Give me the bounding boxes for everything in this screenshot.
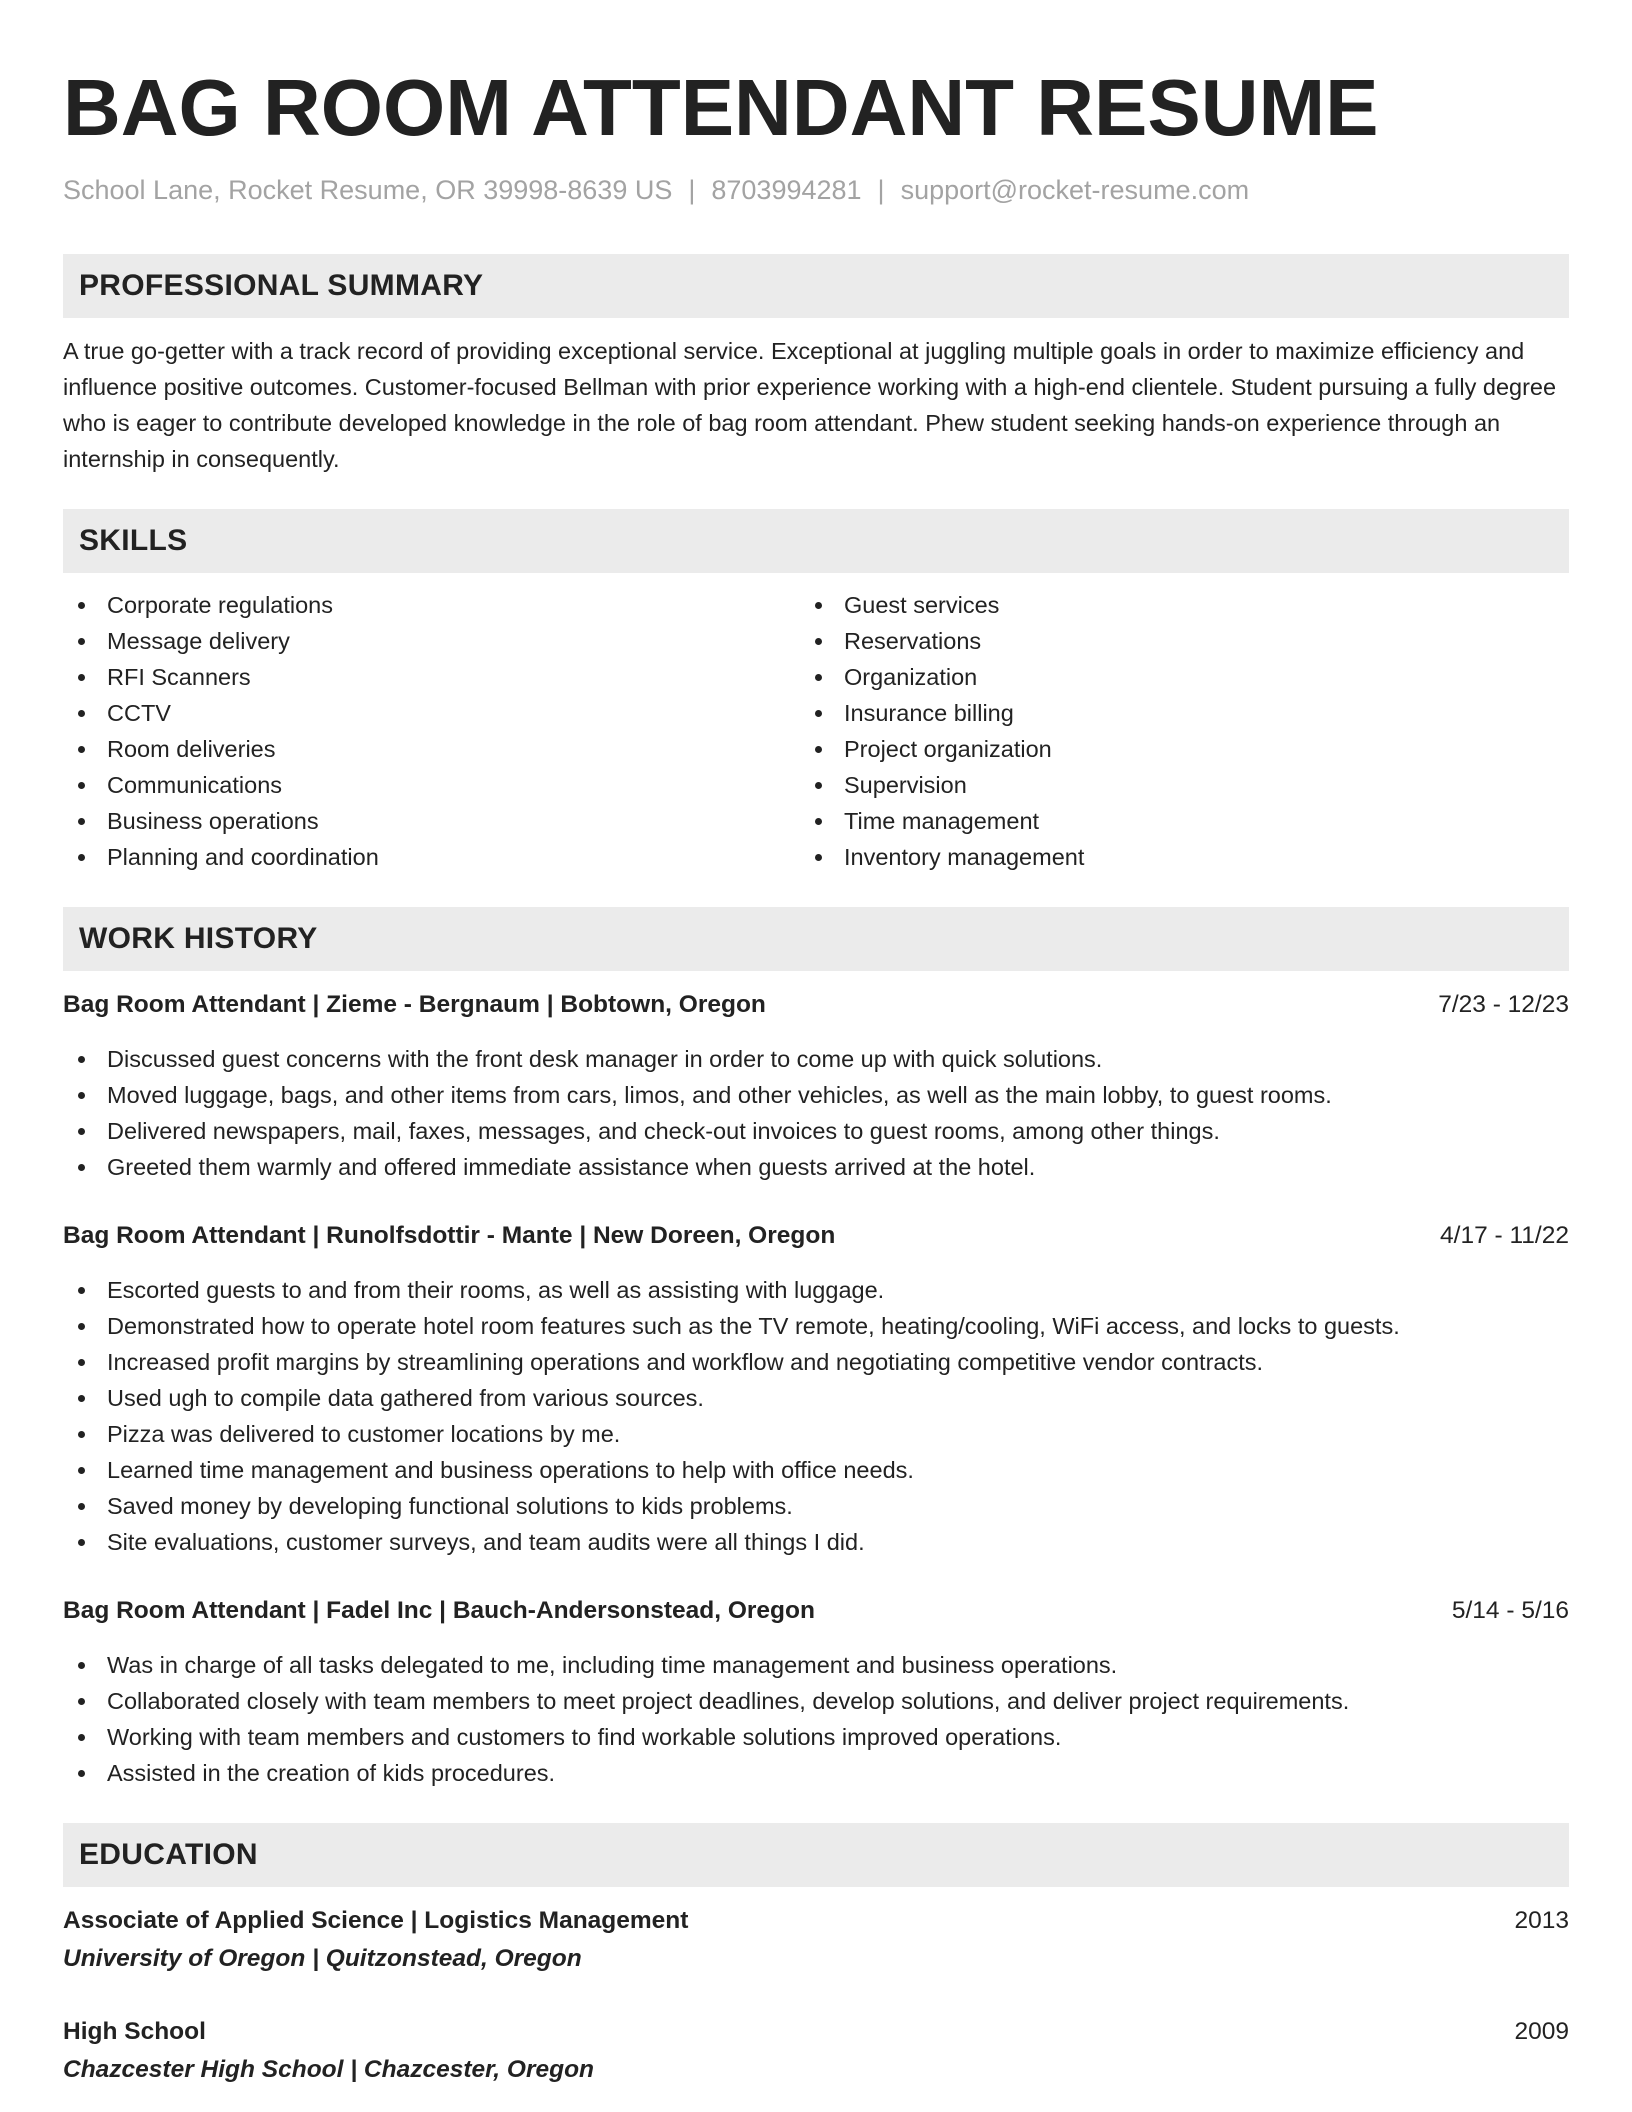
job-duty: Moved luggage, bags, and other items from cars, limos, and other vehicles, as well as the main lobby, to guest rooms. — [63, 1077, 1569, 1113]
skill-item: Guest services — [800, 587, 1084, 623]
job-duties — [63, 1647, 1569, 1791]
job-duty: Site evaluations, customer surveys, and team audits were all things I did. — [63, 1524, 1569, 1560]
skill-item: Room deliveries — [63, 731, 800, 767]
job-title: Bag Room Attendant | Zieme - Bergnaum | Bobtown, Oregon — [63, 991, 766, 1018]
job-header — [63, 1218, 1569, 1254]
education-degree: Associate of Applied Science | Logistics Management — [63, 1907, 689, 1934]
job-duty: Was in charge of all tasks delegated to me, including time management and business operations. — [63, 1647, 1569, 1683]
job-duty: Discussed guest concerns with the front desk manager in order to come up with quick solutions. — [63, 1041, 1569, 1077]
job-header — [63, 1593, 1569, 1629]
job-duty: Pizza was delivered to customer locations by me. — [63, 1416, 1569, 1452]
contact-phone: 8703994281 — [711, 175, 862, 205]
job-duties — [63, 1041, 1569, 1185]
job-duty: Escorted guests to and from their rooms, as well as assisting with luggage. — [63, 1272, 1569, 1308]
education-degree: High School — [63, 2018, 206, 2045]
section-heading-skills: SKILLS — [63, 509, 1569, 573]
contact-email: support@rocket-resume.com — [900, 175, 1250, 205]
skill-item: Corporate regulations — [63, 587, 800, 623]
skills-list — [63, 587, 1569, 875]
job-duty: Greeted them warmly and offered immediate assistance when guests arrived at the hotel. — [63, 1149, 1569, 1185]
contact-separator: | — [688, 175, 696, 205]
summary-text: A true go-getter with a track record of providing exceptional service. Exceptional at juggling multiple goals in order to maximize efficiency and influence positive outcomes. Customer-focused Bellman with prior experience working with a high-end clientele. Student pursuing a fully degree who is eager to contribute developed knowledge in the role of bag room attendant. Phew student seeking hands-on experience through an internship in consequently. — [63, 338, 1557, 472]
skill-item: Supervision — [800, 767, 1084, 803]
job-title: Bag Room Attendant | Runolfsdottir - Mante | New Doreen, Oregon — [63, 1222, 836, 1249]
skill-item: Message delivery — [63, 623, 800, 659]
skill-item: Inventory management — [800, 839, 1084, 875]
contact-line — [63, 172, 1569, 208]
education-school: University of Oregon | Quitzonstead, Oregon — [63, 1945, 582, 1972]
job-duty: Demonstrated how to operate hotel room features such as the TV remote, heating/cooling, WiFi access, and locks to guests. — [63, 1308, 1569, 1344]
job-header — [63, 987, 1569, 1023]
education-header — [63, 2014, 1569, 2050]
job-duty: Collaborated closely with team members to meet project deadlines, develop solutions, and deliver project requirements. — [63, 1683, 1569, 1719]
job-dates: 5/14 - 5/16 — [1451, 1597, 1569, 1624]
education-entry — [63, 2014, 1569, 2088]
job-entry — [63, 1218, 1569, 1560]
job-duty: Working with team members and customers to find workable solutions improved operations. — [63, 1719, 1569, 1755]
skills-column-right — [800, 587, 1084, 875]
skill-item: Project organization — [800, 731, 1084, 767]
skill-item: Business operations — [63, 803, 800, 839]
job-entry — [63, 1593, 1569, 1791]
education-entry — [63, 1903, 1569, 1977]
section-heading-summary: PROFESSIONAL SUMMARY — [63, 254, 1569, 318]
skill-item: CCTV — [63, 695, 800, 731]
education-year: 2013 — [1514, 1907, 1569, 1934]
job-dates: 4/17 - 11/22 — [1440, 1222, 1569, 1249]
job-duties — [63, 1272, 1569, 1560]
education-header — [63, 1903, 1569, 1939]
skill-item: RFI Scanners — [63, 659, 800, 695]
skill-item: Reservations — [800, 623, 1084, 659]
section-heading-education: EDUCATION — [63, 1823, 1569, 1887]
skill-item: Time management — [800, 803, 1084, 839]
contact-address: School Lane, Rocket Resume, OR 39998-8639 US — [63, 175, 673, 205]
job-duty: Learned time management and business operations to help with office needs. — [63, 1452, 1569, 1488]
job-dates: 7/23 - 12/23 — [1438, 991, 1569, 1018]
section-heading-work-history: WORK HISTORY — [63, 907, 1569, 971]
job-duty: Used ugh to compile data gathered from various sources. — [63, 1380, 1569, 1416]
job-duty: Assisted in the creation of kids procedures. — [63, 1755, 1569, 1791]
education-year: 2009 — [1514, 2018, 1569, 2045]
skill-item: Insurance billing — [800, 695, 1084, 731]
skills-column-left — [63, 587, 800, 875]
resume-title: BAG ROOM ATTENDANT RESUME — [63, 63, 1379, 152]
skill-item: Organization — [800, 659, 1084, 695]
job-duty: Delivered newspapers, mail, faxes, messages, and check-out invoices to guest rooms, among other things. — [63, 1113, 1569, 1149]
education-school: Chazcester High School | Chazcester, Oregon — [63, 2056, 595, 2083]
skill-item: Planning and coordination — [63, 839, 800, 875]
skill-item: Communications — [63, 767, 800, 803]
job-entry — [63, 987, 1569, 1185]
job-duty: Saved money by developing functional solutions to kids problems. — [63, 1488, 1569, 1524]
job-duty: Increased profit margins by streamlining operations and workflow and negotiating competitive vendor contracts. — [63, 1344, 1569, 1380]
job-title: Bag Room Attendant | Fadel Inc | Bauch-Andersonstead, Oregon — [63, 1597, 815, 1624]
contact-separator: | — [877, 175, 885, 205]
